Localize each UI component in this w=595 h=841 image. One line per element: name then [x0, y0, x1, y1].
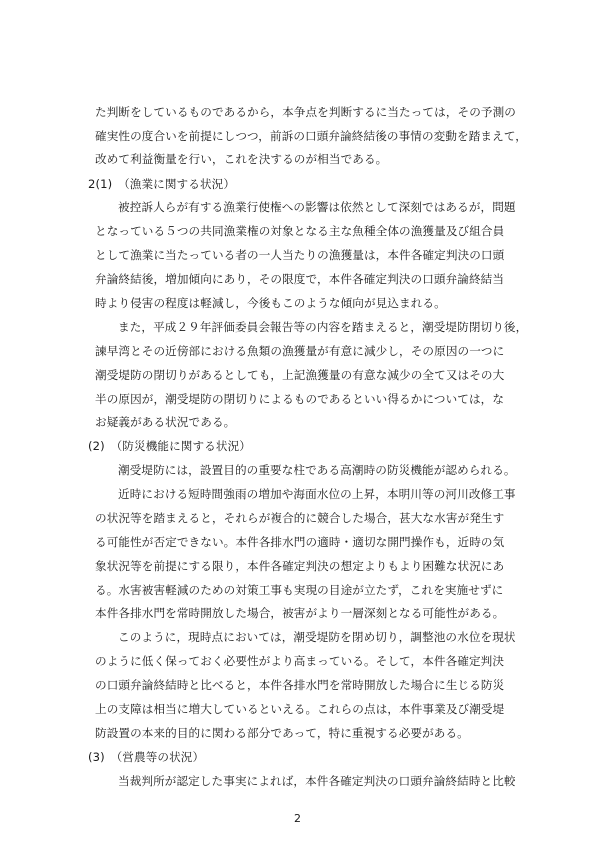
section-heading-farming: (3) （営農等の状況）	[88, 750, 205, 764]
body-line: として漁業に当たっている者の一人当たりの漁獲量は，本件各確定判決の口頭	[95, 248, 505, 262]
body-line: お疑義がある状況である。	[95, 415, 236, 429]
body-line: 時より侵害の程度は軽減し，今後もこのような傾向が見込まれる。	[95, 296, 446, 310]
section-heading-disaster-prevention: (2) （防災機能に関する状況）	[88, 439, 251, 453]
body-line: の状況等を踏まえると，それらが複合的に競合した場合，甚大な水害が発生す	[95, 511, 505, 525]
body-line: となっている５つの共同漁業権の対象となる主な魚種全体の漁獲量及び組合員	[95, 224, 505, 238]
body-line: のように低く保っておく必要性がより高まっている。そして，本件各確定判決	[95, 654, 505, 668]
body-line: 諫早湾とその近傍部における魚類の漁獲量が有意に減少し，その原因の一つに	[95, 344, 505, 358]
body-line: の口頭弁論終結時と比べると，本件各排水門を常時開放した場合に生じる防災	[95, 678, 505, 692]
section-heading-fisheries: 2(1) （漁業に関する状況）	[88, 177, 236, 191]
body-line: た判断をしているものであるから，本争点を判断するに当たっては，その予測の	[95, 105, 516, 119]
body-line: このように，現時点においては，潮受堤防を閉め切り，調整池の水位を現状	[118, 630, 516, 644]
body-line: 改めて利益衡量を行い，これを決するのが相当である。	[95, 152, 388, 166]
body-line: 弁論終結後，増加傾向にあり，その限度で，本件各確定判決の口頭弁論終結当	[95, 272, 505, 286]
body-line: 上の支障は相当に増大しているといえる。これらの点は，本件事業及び潮受堤	[95, 702, 505, 716]
body-line: る可能性が否定できない。本件各排水門の適時・適切な開門操作も，近時の気	[95, 535, 505, 549]
body-line: 半の原因が，潮受堤防の閉切りによるものであるといい得るかについては，な	[95, 392, 505, 406]
body-line: 象状況等を前提にする限り，本件各確定判決の想定よりもより困難な状況にあ	[95, 559, 505, 573]
body-line: 潮受堤防の閉切りがあるとしても，上記漁獲量の有意な減少の全て又はその大	[95, 368, 505, 382]
body-line: 当裁判所が認定した事実によれば，本件各確定判決の口頭弁論終結時と比較	[118, 774, 516, 788]
body-line: 近時における短時間強雨の増加や海面水位の上昇，本明川等の河川改修工事	[118, 487, 516, 501]
body-line: 潮受堤防には，設置目的の重要な柱である高潮時の防災機能が認められる。	[118, 463, 516, 477]
body-line: 被控訴人らが有する漁業行使権への影響は依然として深刻ではあるが，問題	[118, 200, 516, 214]
body-line: る。水害被害軽減のための対策工事も実現の目途が立たず，これを実施せずに	[95, 583, 504, 597]
page-number: 2	[294, 812, 301, 825]
body-line: また，平成２９年評価委員会報告等の内容を踏まえると，潮受堤防閉切り後，	[118, 320, 528, 334]
body-line: 本件各排水門を常時開放した場合，被害がより一層深刻となる可能性がある。	[95, 606, 505, 620]
body-line: 確実性の度合いを前提にしつつ，前訴の口頭弁論終結後の事情の変動を踏まえて，	[95, 129, 527, 143]
body-line: 防設置の本来的目的に関わる部分であって，特に重視する必要がある。	[95, 726, 469, 740]
